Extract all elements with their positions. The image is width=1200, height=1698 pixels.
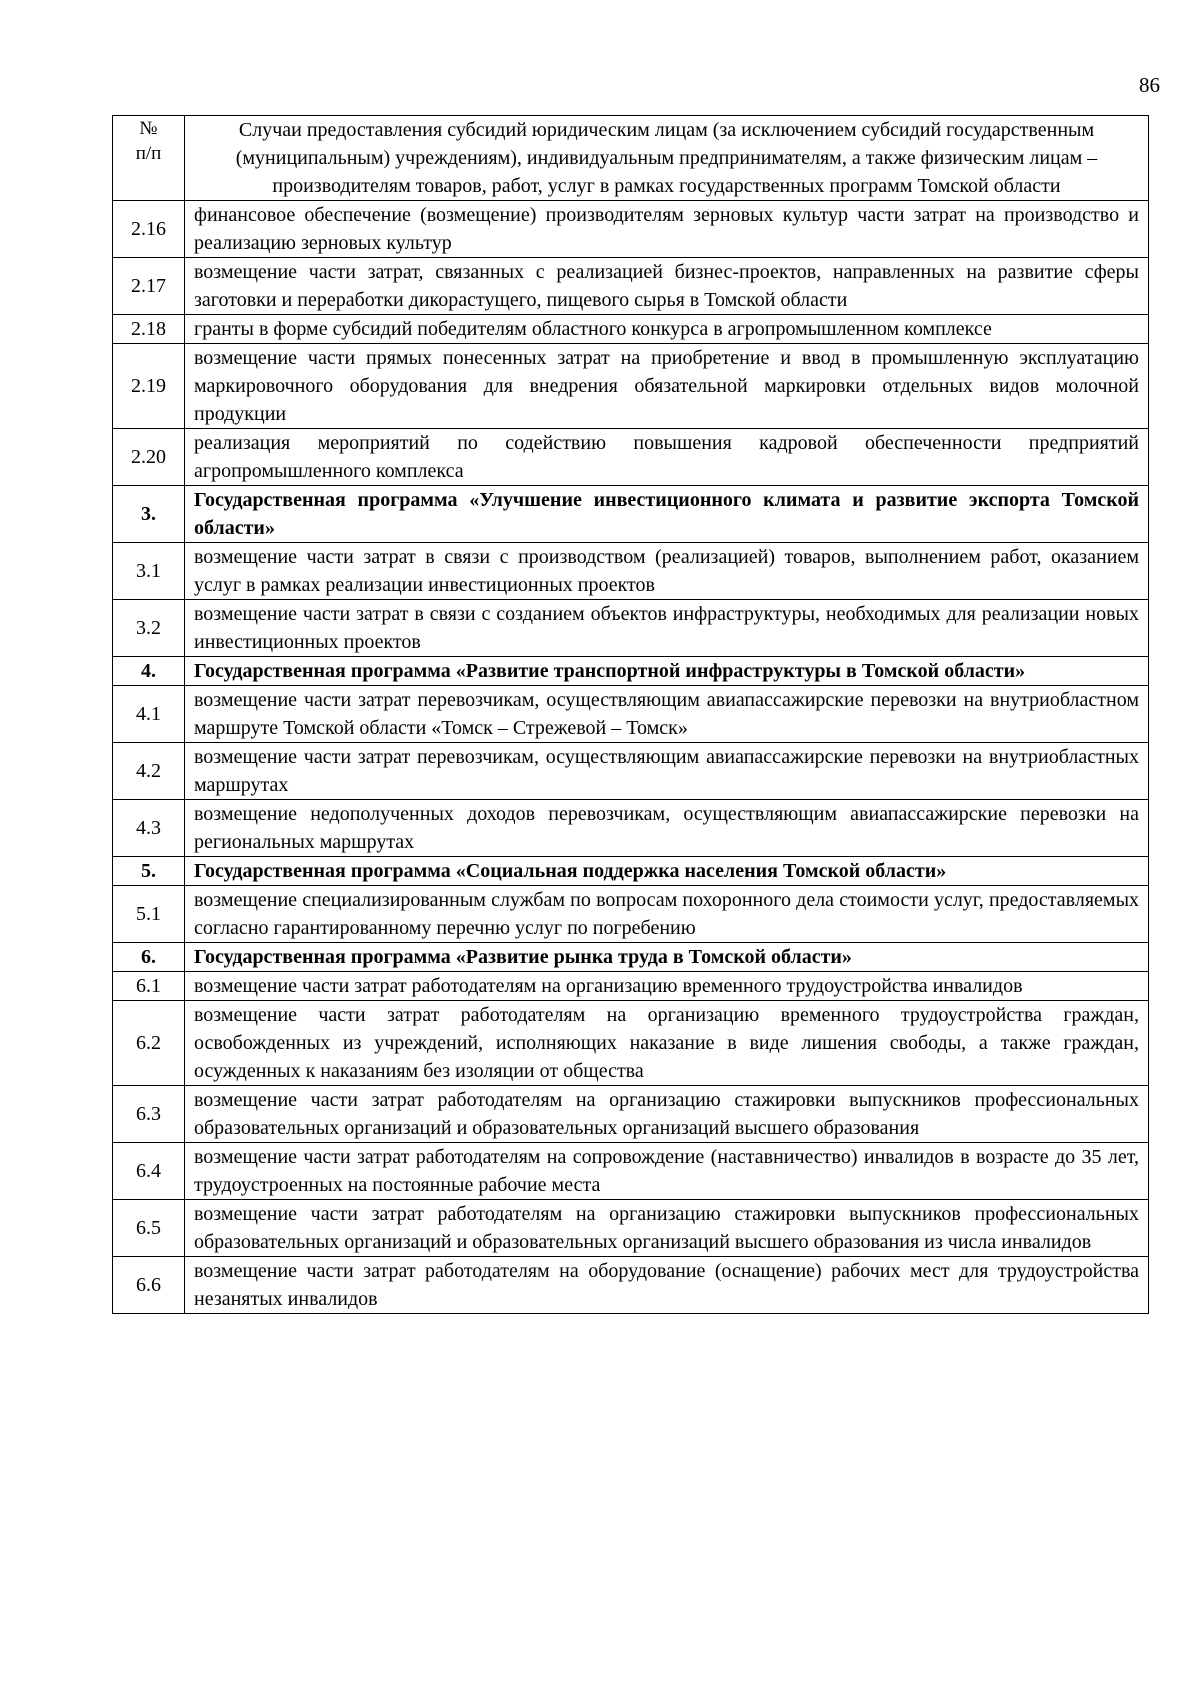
header-title-cell: Случаи предоставления субсидий юридическим лицам (за исключением субсидий государственным (муниципальным) учреждениям), индивидуальным предпринимателям, а также физическим лицам – производителям товаров, работ, услуг в рамках государственных программ Томской области [185, 116, 1149, 201]
table-row [113, 800, 1149, 857]
row-number: 4.2 [113, 743, 185, 800]
table-row [113, 201, 1149, 258]
section-title: Государственная программа «Развитие транспортной инфраструктуры в Томской области» [185, 657, 1149, 686]
table-row [113, 1200, 1149, 1257]
row-number: 6.2 [113, 1001, 185, 1086]
row-description: возмещение части прямых понесенных затрат на приобретение и ввод в промышленную эксплуатацию маркировочного оборудования для внедрения обязательной маркировки отдельных видов молочной продукции [185, 344, 1149, 429]
table-row [113, 743, 1149, 800]
row-number: 6. [113, 943, 185, 972]
table-row [113, 600, 1149, 657]
section-title: Государственная программа «Развитие рынка труда в Томской области» [185, 943, 1149, 972]
row-number: 6.5 [113, 1200, 185, 1257]
row-number: 2.17 [113, 258, 185, 315]
table-row [113, 686, 1149, 743]
header-number-abbr: п/п [135, 143, 162, 164]
table-row [113, 1143, 1149, 1200]
row-description: возмещение части затрат работодателям на организацию стажировки выпускников профессиональных образовательных организаций и образовательных организаций высшего образования из числа инвалидов [185, 1200, 1149, 1257]
row-description: возмещение части затрат работодателям на организацию временного трудоустройства инвалидов [185, 972, 1149, 1001]
row-description: возмещение части затрат, связанных с реализацией бизнес-проектов, направленных на развитие сферы заготовки и переработки дикорастущего, пищевого сырья в Томской области [185, 258, 1149, 315]
table-section-row [113, 486, 1149, 543]
row-number: 6.3 [113, 1086, 185, 1143]
page-number: 86 [1139, 73, 1160, 97]
table-row [113, 543, 1149, 600]
row-number: 6.4 [113, 1143, 185, 1200]
row-description: гранты в форме субсидий победителям областного конкурса в агропромышленном комплексе [185, 315, 1149, 344]
table-row [113, 258, 1149, 315]
row-number: 3. [113, 486, 185, 543]
row-number: 6.1 [113, 972, 185, 1001]
table-row [113, 1257, 1149, 1314]
row-description: возмещение части затрат работодателям на оборудование (оснащение) рабочих мест для трудоустройства незанятых инвалидов [185, 1257, 1149, 1314]
row-number: 4.1 [113, 686, 185, 743]
row-number: 2.20 [113, 429, 185, 486]
row-description: возмещение части затрат работодателям на сопровождение (наставничество) инвалидов в возрасте до 35 лет, трудоустроенных на постоянные рабочие места [185, 1143, 1149, 1200]
row-number: 4.3 [113, 800, 185, 857]
row-description: реализация мероприятий по содействию повышения кадровой обеспеченности предприятий агропромышленного комплекса [185, 429, 1149, 486]
table-row [113, 886, 1149, 943]
row-number: 4. [113, 657, 185, 686]
table-section-row [113, 857, 1149, 886]
row-description: возмещение недополученных доходов перевозчикам, осуществляющим авиапассажирские перевозки на региональных маршрутах [185, 800, 1149, 857]
table-section-row [113, 943, 1149, 972]
row-description: возмещение специализированным службам по вопросам похоронного дела стоимости услуг, предоставляемых согласно гарантированному перечню услуг по погребению [185, 886, 1149, 943]
row-number: 5.1 [113, 886, 185, 943]
row-description: возмещение части затрат работодателям на организацию временного трудоустройства граждан, освобожденных из учреждений, исполняющих наказание в виде лишения свободы, а также граждан, осужденных к наказаниям без изоляции от общества [185, 1001, 1149, 1086]
row-number: 5. [113, 857, 185, 886]
row-number: 2.19 [113, 344, 185, 429]
row-number: 3.2 [113, 600, 185, 657]
table-header-row [113, 116, 1149, 201]
table-section-row [113, 657, 1149, 686]
subsidy-table [112, 115, 1149, 1314]
header-number-symbol: № [139, 118, 158, 139]
row-description: возмещение части затрат работодателям на организацию стажировки выпускников профессиональных образовательных организаций и образовательных организаций высшего образования [185, 1086, 1149, 1143]
row-number: 2.16 [113, 201, 185, 258]
row-number: 6.6 [113, 1257, 185, 1314]
row-description: возмещение части затрат перевозчикам, осуществляющим авиапассажирские перевозки на внутриобластном маршруте Томской области «Томск – Стрежевой – Томск» [185, 686, 1149, 743]
row-description: возмещение части затрат в связи с созданием объектов инфраструктуры, необходимых для реализации новых инвестиционных проектов [185, 600, 1149, 657]
table-row [113, 1086, 1149, 1143]
section-title: Государственная программа «Социальная поддержка населения Томской области» [185, 857, 1149, 886]
section-title: Государственная программа «Улучшение инвестиционного климата и развитие экспорта Томской области» [185, 486, 1149, 543]
table-row [113, 429, 1149, 486]
row-description: возмещение части затрат перевозчикам, осуществляющим авиапассажирские перевозки на внутриобластных маршрутах [185, 743, 1149, 800]
table-row [113, 972, 1149, 1001]
header-number-cell [113, 116, 185, 201]
row-description: возмещение части затрат в связи с производством (реализацией) товаров, выполнением работ, оказанием услуг в рамках реализации инвестиционных проектов [185, 543, 1149, 600]
row-number: 2.18 [113, 315, 185, 344]
table-body [113, 201, 1149, 1314]
table-row [113, 1001, 1149, 1086]
row-number: 3.1 [113, 543, 185, 600]
row-description: финансовое обеспечение (возмещение) производителям зерновых культур части затрат на производство и реализацию зерновых культур [185, 201, 1149, 258]
table-row [113, 344, 1149, 429]
table-row [113, 315, 1149, 344]
